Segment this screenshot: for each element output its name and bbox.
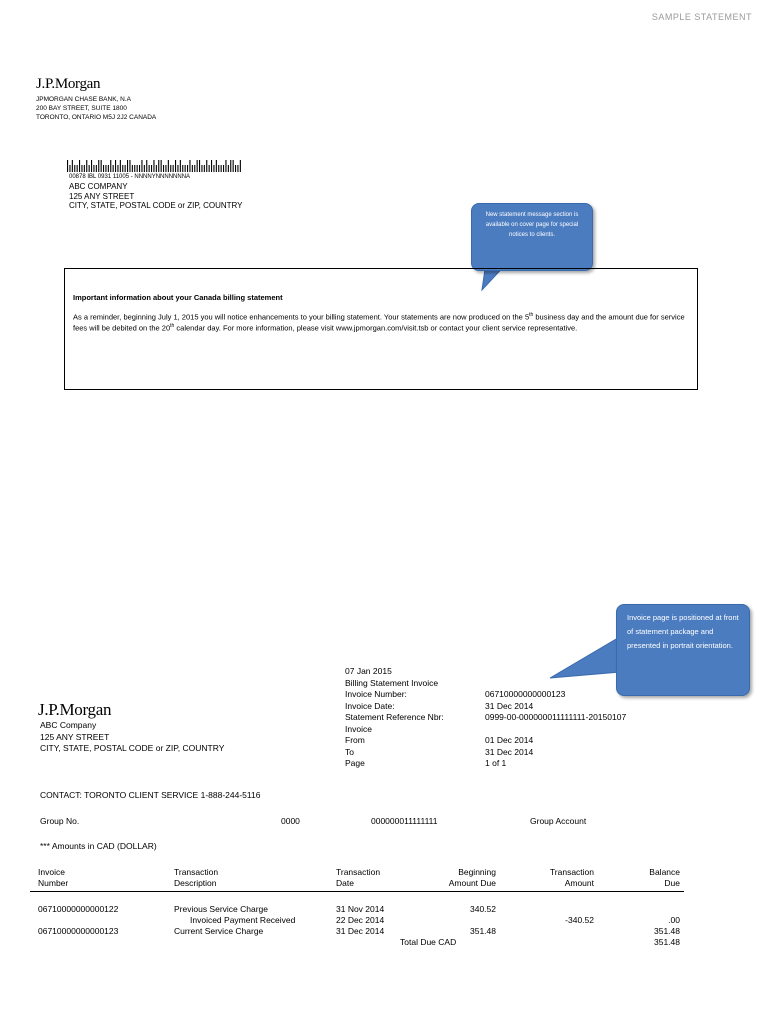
barcode-bar <box>115 160 116 172</box>
cell-description: Previous Service Charge <box>174 903 269 914</box>
barcode-bar <box>163 165 164 172</box>
invoice-header-block <box>345 666 444 770</box>
barcode-bar <box>225 160 226 172</box>
barcode-bar <box>84 165 85 172</box>
important-information-box <box>64 268 698 390</box>
barcode-bar <box>69 165 70 172</box>
barcode-bar <box>110 160 111 172</box>
barcode-bar <box>168 160 169 172</box>
barcode-bar <box>185 165 186 172</box>
mailing-address-line: ABC COMPANY <box>69 182 128 191</box>
barcode-bar <box>209 165 210 172</box>
barcode-bar <box>201 165 202 172</box>
contact-line: CONTACT: TORONTO CLIENT SERVICE 1-888-244-5116 <box>40 790 261 800</box>
cell-transaction-amount <box>500 904 598 915</box>
message-title: Important information about your Canada billing statement <box>73 293 283 302</box>
barcode-bar <box>129 160 130 172</box>
barcode-bar <box>197 160 198 172</box>
invoice-field-label: From <box>345 735 365 745</box>
barcode-bar <box>137 165 138 172</box>
table-row <box>30 904 684 915</box>
barcode-bar <box>158 160 159 172</box>
invoice-field-label: Invoice Number: <box>345 689 407 699</box>
barcode-bar <box>79 160 80 172</box>
barcode-bar <box>146 160 147 172</box>
cell-description: Invoiced Payment Received <box>190 914 296 925</box>
barcode-bar <box>216 160 217 172</box>
invoice-page-value: 1 of 1 <box>485 758 507 768</box>
cell-invoice-number <box>30 915 166 926</box>
barcode-bar <box>194 165 195 172</box>
cell-balance-due: .00 <box>668 914 680 925</box>
transactions-table <box>30 866 684 948</box>
customer-address-line: 125 ANY STREET <box>40 731 110 742</box>
column-header-transaction-amount: Transaction Amount <box>500 866 598 892</box>
bank-address-line: 200 BAY STREET, SUITE 1800 <box>36 105 127 112</box>
barcode-bar <box>77 165 78 172</box>
column-header-beginning-amount-due: Beginning Amount Due <box>408 866 500 892</box>
barcode-bar <box>81 165 82 172</box>
group-label: Group No. <box>40 816 80 826</box>
barcode-bar <box>153 160 154 172</box>
barcode-bar <box>213 165 214 172</box>
barcode-bar <box>180 160 181 172</box>
barcode-bar <box>125 165 126 172</box>
barcode-bar <box>86 160 87 172</box>
barcode-bar <box>96 165 97 172</box>
table-row <box>30 926 684 937</box>
sample-statement-label: SAMPLE STATEMENT <box>651 12 752 22</box>
barcode-bar <box>139 165 140 172</box>
invoice-date: 07 Jan 2015 <box>345 666 392 676</box>
group-account-label: Group Account <box>530 816 587 826</box>
barcode-bar <box>173 165 174 172</box>
callout-text: Invoice page is positioned at front of statement package and presented in portrait orientation. <box>627 613 739 650</box>
barcode-bar <box>156 165 157 172</box>
invoice-field-label: Page <box>345 758 365 768</box>
column-header-balance-due: Balance Due <box>598 866 684 892</box>
cell-date: 22 Dec 2014 <box>336 914 385 925</box>
column-header-invoice-number: Invoice Number <box>30 866 166 892</box>
bank-address-line: TORONTO, ONTARIO M5J 2J2 CANADA <box>36 114 157 121</box>
invoice-blank-value <box>485 724 626 736</box>
column-header-transaction-description: Transaction Description <box>166 866 328 892</box>
customer-address-line: ABC Company <box>40 720 97 730</box>
barcode-bar <box>132 165 133 172</box>
barcode-bar <box>113 165 114 172</box>
mailing-address <box>69 182 243 211</box>
callout-new-message-section <box>471 203 593 271</box>
cell-transaction-amount <box>500 926 598 937</box>
barcode-bar <box>170 165 171 172</box>
barcode-bar <box>161 160 162 172</box>
statement-reference-value: 0999-00-000000011111111-20150107 <box>485 712 627 722</box>
group-number: 0000 <box>281 816 300 826</box>
mailing-code: 00878 IBL 0931 11005 - NNNNYNNNNNNNA <box>69 174 191 180</box>
barcode-bar <box>177 165 178 172</box>
invoice-field-values <box>485 689 626 770</box>
barcode-bar <box>122 165 123 172</box>
barcode-bar <box>233 160 234 172</box>
barcode-bar <box>204 165 205 172</box>
invoice-title: Billing Statement Invoice <box>345 677 439 688</box>
total-due-value: 351.48 <box>654 936 680 947</box>
barcode-bar <box>189 160 190 172</box>
cell-beginning-amount: 351.48 <box>470 925 496 936</box>
jpmorgan-logo: J.P.Morgan <box>38 700 112 719</box>
barcode-bar <box>240 160 241 172</box>
barcode-bar <box>89 165 90 172</box>
barcode-bar <box>151 165 152 172</box>
amounts-currency-note: *** Amounts in CAD (DOLLAR) <box>40 841 157 851</box>
cell-beginning-amount: 340.52 <box>470 903 496 914</box>
barcode-bar <box>175 160 176 172</box>
barcode-bar <box>117 165 118 172</box>
total-row <box>30 937 684 948</box>
cell-date: 31 Nov 2014 <box>336 903 385 914</box>
barcode-bar <box>120 160 121 172</box>
table-row <box>30 915 684 926</box>
barcode-bar <box>98 160 99 172</box>
barcode-bar <box>230 160 231 172</box>
barcode-bar <box>223 165 224 172</box>
invoice-field-label: Invoice Date: <box>345 700 395 711</box>
barcode-bar <box>237 165 238 172</box>
barcode-bar <box>149 165 150 172</box>
invoice-field-label: Statement Reference Nbr: <box>345 712 444 722</box>
customer-address <box>40 720 224 755</box>
mailing-address-line: CITY, STATE, POSTAL CODE or ZIP, COUNTRY <box>69 201 243 210</box>
barcode-bar <box>91 160 92 172</box>
barcode-bar <box>221 165 222 172</box>
bank-address-line: JPMORGAN CHASE BANK, N.A <box>36 96 131 103</box>
cell-balance-due: 351.48 <box>654 925 680 936</box>
cell-invoice-number: 06710000000000122 <box>38 903 119 914</box>
barcode-bar <box>134 165 135 172</box>
barcode-bar <box>144 165 145 172</box>
customer-address-line: CITY, STATE, POSTAL CODE or ZIP, COUNTRY <box>40 743 225 753</box>
barcode-bar <box>228 165 229 172</box>
barcode-bar <box>192 165 193 172</box>
barcode-bar <box>93 165 94 172</box>
barcode-bar <box>165 165 166 172</box>
jpmorgan-logo: J.P.Morgan <box>36 76 101 92</box>
barcode-bar <box>74 165 75 172</box>
callout-text: New statement message section is available on cover page for special notices to clients. <box>485 212 579 238</box>
barcode-bar <box>72 160 73 172</box>
invoice-date-value: 31 Dec 2014 <box>485 700 534 711</box>
invoice-from-value: 01 Dec 2014 <box>485 735 534 745</box>
message-body: As a reminder, beginning July 1, 2015 you will notice enhancements to your billing statement. Your statements are now produced on the 5th business day and the amount due for service fees will be debited on the 20th calendar day. For more information, please visit www.jpmorgan.com/visit.tsb or contact your client service representative. <box>73 312 685 333</box>
cell-beginning-amount <box>408 915 500 926</box>
barcode-bar <box>211 160 212 172</box>
cell-balance-due <box>598 904 684 915</box>
cell-date: 31 Dec 2014 <box>336 925 385 936</box>
invoice-field-label: Invoice <box>345 723 372 734</box>
barcode-bar <box>235 165 236 172</box>
invoice-field-label: To <box>345 746 354 757</box>
barcode-bar <box>206 160 207 172</box>
postal-barcode <box>67 160 245 172</box>
barcode-bar <box>141 160 142 172</box>
barcode-bar <box>67 160 68 172</box>
callout-invoice-page <box>616 604 750 696</box>
group-account-number: 000000011111111 <box>371 816 438 826</box>
barcode-bar <box>199 160 200 172</box>
barcode-bar <box>108 165 109 172</box>
invoice-to-value: 31 Dec 2014 <box>485 746 534 757</box>
barcode-bar <box>187 165 188 172</box>
column-header-transaction-date: Transaction Date <box>328 866 408 892</box>
cell-description: Current Service Charge <box>174 925 264 936</box>
barcode-bar <box>127 160 128 172</box>
total-due-label: Total Due CAD <box>400 936 457 947</box>
bank-address <box>36 95 156 122</box>
table-header-row <box>30 866 684 892</box>
barcode-bar <box>101 160 102 172</box>
cell-invoice-number: 06710000000000123 <box>38 925 119 936</box>
barcode-bar <box>182 165 183 172</box>
cell-transaction-amount: -340.52 <box>565 914 594 925</box>
barcode-bar <box>103 165 104 172</box>
barcode-bar <box>105 165 106 172</box>
mailing-address-line: 125 ANY STREET <box>69 191 135 201</box>
invoice-number-value: 06710000000000123 <box>485 689 566 699</box>
barcode-bar <box>218 165 219 172</box>
